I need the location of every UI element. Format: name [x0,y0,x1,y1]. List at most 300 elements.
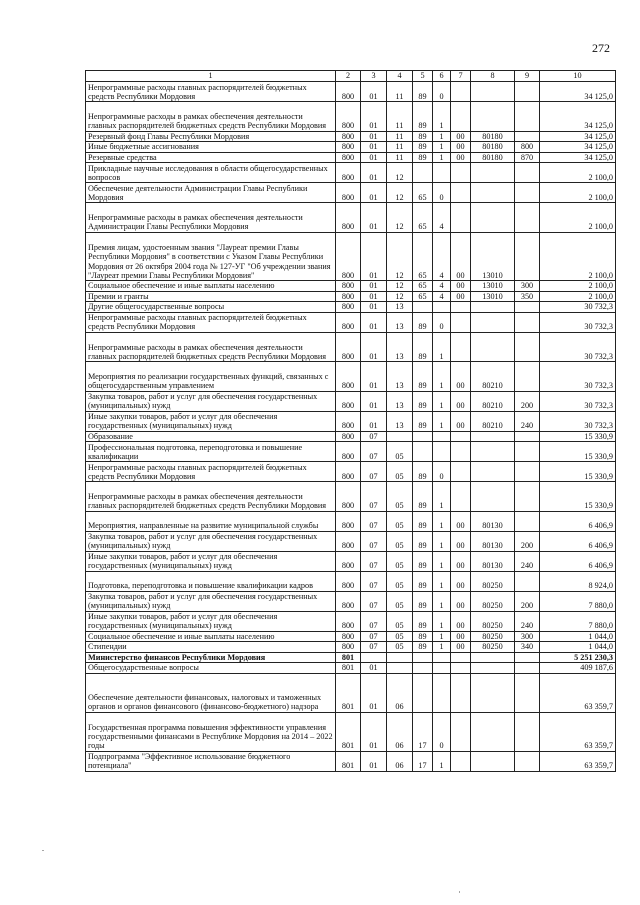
row-code-cell: 05 [387,591,413,611]
row-code-cell [451,203,471,233]
row-code-cell: 1 [433,571,451,591]
header-cell: 8 [471,71,515,82]
row-code-cell: 00 [451,551,471,571]
row-code-cell: 01 [361,312,387,332]
row-code-cell: 800 [336,183,361,203]
table-header-row [86,71,616,82]
row-name-cell: Резервные средства [86,152,336,163]
row-code-cell: 01 [361,291,387,302]
row-amount-cell: 2 100,0 [540,203,616,233]
row-code-cell: 05 [387,482,413,512]
row-code-cell [433,431,451,442]
table-row [86,663,616,674]
row-code-cell: 800 [336,281,361,292]
row-code-cell: 11 [387,152,413,163]
row-code-cell: 01 [361,332,387,362]
table-row [86,391,616,411]
row-code-cell: 80250 [471,642,515,653]
row-name-cell: Премии и гранты [86,291,336,302]
row-code-cell [433,302,451,313]
row-code-cell: 05 [387,611,413,631]
row-code-cell: 00 [451,131,471,142]
row-code-cell: 01 [361,391,387,411]
row-code-cell: 800 [336,362,361,392]
header-cell: 3 [361,71,387,82]
row-code-cell: 800 [336,82,361,102]
row-code-cell: 1 [433,751,451,771]
row-code-cell: 300 [515,631,540,642]
row-code-cell: 05 [387,642,413,653]
row-name-cell: Иные закупки товаров, работ и услуг для обеспечения государственных (муниципальных) нужд [86,611,336,631]
row-code-cell: 800 [336,142,361,153]
row-code-cell: 00 [451,152,471,163]
row-code-cell: 80180 [471,142,515,153]
row-code-cell [515,163,540,183]
row-code-cell: 01 [361,751,387,771]
row-code-cell: 13 [387,312,413,332]
row-code-cell: 89 [413,102,433,132]
row-code-cell: 1 [433,511,451,531]
row-code-cell: 00 [451,631,471,642]
row-code-cell: 0 [433,183,451,203]
row-name-cell: Непрограммные расходы главных распорядителей бюджетных средств Республики Мордовия [86,82,336,102]
row-code-cell: 1 [433,131,451,142]
row-code-cell [451,673,471,712]
row-name-cell: Закупка товаров, работ и услуг для обеспечения государственных (муниципальных) нужд [86,531,336,551]
row-code-cell: 00 [451,411,471,431]
row-code-cell [361,652,387,663]
row-code-cell [471,332,515,362]
row-code-cell: 00 [451,531,471,551]
row-code-cell: 800 [336,332,361,362]
row-code-cell [387,431,413,442]
row-code-cell [413,302,433,313]
row-code-cell: 200 [515,591,540,611]
row-name-cell: Непрограммные расходы в рамках обеспечения деятельности главных распорядителей бюджетных средств Республики Мордовия [86,332,336,362]
row-name-cell: Резервный фонд Главы Республики Мордовия [86,131,336,142]
row-code-cell [515,302,540,313]
row-code-cell: 05 [387,462,413,482]
row-code-cell: 01 [361,362,387,392]
row-amount-cell: 1 044,0 [540,631,616,642]
row-code-cell [451,312,471,332]
row-code-cell: 01 [361,131,387,142]
row-name-cell: Стипендии [86,642,336,653]
row-code-cell: 80250 [471,611,515,631]
table-row [86,362,616,392]
row-code-cell [471,431,515,442]
row-code-cell: 17 [413,712,433,751]
table-row [86,511,616,531]
row-code-cell: 05 [387,551,413,571]
row-code-cell [515,82,540,102]
row-amount-cell: 1 044,0 [540,642,616,653]
row-code-cell: 80180 [471,152,515,163]
row-code-cell: 07 [361,571,387,591]
row-code-cell: 80210 [471,362,515,392]
row-code-cell: 89 [413,332,433,362]
header-cell: 2 [336,71,361,82]
row-code-cell: 80130 [471,551,515,571]
table-body [86,82,616,772]
row-code-cell [451,652,471,663]
row-amount-cell: 34 125,0 [540,102,616,132]
row-code-cell: 89 [413,642,433,653]
table-row [86,673,616,712]
row-code-cell: 240 [515,611,540,631]
row-code-cell: 80180 [471,131,515,142]
header-cell: 6 [433,71,451,82]
table-row [86,652,616,663]
row-code-cell [413,431,433,442]
row-code-cell [471,482,515,512]
row-code-cell: 80130 [471,531,515,551]
row-code-cell: 00 [451,142,471,153]
row-code-cell [515,442,540,462]
row-code-cell: 07 [361,642,387,653]
row-code-cell: 00 [451,232,471,281]
row-name-cell: Государственная программа повышения эффективности управления государственными финансами в Республике Мордовия на 2014 – 2022 годы [86,712,336,751]
row-code-cell: 80250 [471,631,515,642]
row-amount-cell: 30 732,3 [540,332,616,362]
row-code-cell [471,82,515,102]
row-code-cell: 800 [336,302,361,313]
row-amount-cell: 15 330,9 [540,462,616,482]
row-amount-cell: 7 880,0 [540,591,616,611]
row-code-cell: 89 [413,462,433,482]
row-code-cell [471,673,515,712]
table-row [86,431,616,442]
row-code-cell: 65 [413,281,433,292]
row-code-cell: 89 [413,571,433,591]
table-row [86,751,616,771]
row-amount-cell: 30 732,3 [540,362,616,392]
row-code-cell: 89 [413,391,433,411]
table-row [86,302,616,313]
row-code-cell [515,652,540,663]
row-code-cell: 1 [433,482,451,512]
row-code-cell [451,663,471,674]
table-row [86,462,616,482]
row-name-cell: Министерство финансов Республики Мордовия [86,652,336,663]
row-code-cell: 1 [433,152,451,163]
row-code-cell: 0 [433,312,451,332]
row-code-cell [433,673,451,712]
header-cell: 7 [451,71,471,82]
row-code-cell: 12 [387,183,413,203]
row-amount-cell: 34 125,0 [540,142,616,153]
row-code-cell: 800 [336,631,361,642]
row-code-cell: 05 [387,442,413,462]
row-code-cell: 89 [413,411,433,431]
row-code-cell: 240 [515,551,540,571]
row-name-cell: Профессиональная подготовка, переподготовка и повышение квалификации [86,442,336,462]
row-code-cell: 13 [387,362,413,392]
row-code-cell: 01 [361,712,387,751]
row-code-cell [471,663,515,674]
row-code-cell: 4 [433,203,451,233]
row-code-cell: 07 [361,531,387,551]
row-code-cell: 06 [387,751,413,771]
table-row [86,291,616,302]
row-name-cell: Непрограммные расходы в рамках обеспечения деятельности Администрации Главы Республики Мордовия [86,203,336,233]
table-row [86,152,616,163]
row-code-cell [413,442,433,462]
row-code-cell [451,332,471,362]
row-code-cell: 01 [361,102,387,132]
row-code-cell: 00 [451,391,471,411]
table-row [86,631,616,642]
row-code-cell: 12 [387,203,413,233]
table-row [86,611,616,631]
row-code-cell: 800 [336,611,361,631]
row-name-cell: Подпрограмма "Эффективное использование бюджетного потенциала" [86,751,336,771]
row-code-cell: 801 [336,712,361,751]
row-code-cell: 11 [387,142,413,153]
row-code-cell: 800 [336,511,361,531]
row-code-cell: 00 [451,291,471,302]
table-row [86,571,616,591]
row-code-cell: 200 [515,391,540,411]
row-amount-cell: 63 359,7 [540,673,616,712]
row-amount-cell: 63 359,7 [540,712,616,751]
row-code-cell [515,332,540,362]
row-code-cell: 00 [451,571,471,591]
row-code-cell: 07 [361,631,387,642]
row-amount-cell: 15 330,9 [540,431,616,442]
row-code-cell: 89 [413,511,433,531]
table-row [86,131,616,142]
header-cell: 5 [413,71,433,82]
table-row [86,232,616,281]
row-code-cell: 4 [433,281,451,292]
row-code-cell: 05 [387,631,413,642]
row-code-cell: 800 [336,411,361,431]
row-code-cell [433,663,451,674]
row-code-cell: 00 [451,281,471,292]
table-row [86,411,616,431]
row-code-cell: 200 [515,531,540,551]
row-code-cell: 340 [515,642,540,653]
row-amount-cell: 15 330,9 [540,442,616,462]
row-code-cell: 89 [413,152,433,163]
row-code-cell: 07 [361,482,387,512]
row-code-cell: 89 [413,611,433,631]
row-amount-cell: 409 187,6 [540,663,616,674]
row-code-cell: 89 [413,591,433,611]
row-name-cell: Закупка товаров, работ и услуг для обеспечения государственных (муниципальных) нужд [86,591,336,611]
row-code-cell [515,482,540,512]
row-code-cell: 05 [387,531,413,551]
row-code-cell [515,462,540,482]
row-code-cell: 800 [336,431,361,442]
row-code-cell: 4 [433,291,451,302]
row-name-cell: Прикладные научные исследования в области общегосударственных вопросов [86,163,336,183]
table-row [86,591,616,611]
row-code-cell [515,571,540,591]
row-name-cell: Другие общегосударственные вопросы [86,302,336,313]
row-code-cell: 800 [336,152,361,163]
budget-table [85,70,616,772]
row-code-cell: 800 [336,203,361,233]
table-row [86,332,616,362]
row-code-cell: 13 [387,391,413,411]
table-row [86,551,616,571]
row-code-cell: 1 [433,142,451,153]
row-code-cell: 11 [387,102,413,132]
row-code-cell: 65 [413,203,433,233]
row-amount-cell: 6 406,9 [540,531,616,551]
row-code-cell: 89 [413,531,433,551]
row-name-cell: Непрограммные расходы главных распорядителей бюджетных средств Республики Мордовия [86,312,336,332]
row-code-cell: 07 [361,591,387,611]
row-code-cell: 05 [387,571,413,591]
row-code-cell: 800 [336,232,361,281]
row-code-cell: 17 [413,751,433,771]
row-amount-cell: 30 732,3 [540,302,616,313]
row-code-cell: 800 [336,131,361,142]
table-row [86,163,616,183]
row-code-cell: 80130 [471,511,515,531]
row-code-cell: 800 [336,442,361,462]
table-row [86,82,616,102]
row-code-cell: 07 [361,551,387,571]
row-code-cell: 80250 [471,571,515,591]
row-code-cell [471,652,515,663]
row-amount-cell: 6 406,9 [540,551,616,571]
row-code-cell: 89 [413,312,433,332]
page-number: 272 [592,41,610,55]
row-code-cell [413,663,433,674]
row-code-cell: 1 [433,362,451,392]
row-code-cell [515,511,540,531]
header-cell: 10 [540,71,616,82]
row-code-cell: 1 [433,611,451,631]
row-code-cell: 800 [336,102,361,132]
row-name-cell: Мероприятия по реализации государственных функций, связанных с общегосударственным управлением [86,362,336,392]
row-code-cell: 07 [361,462,387,482]
row-code-cell: 89 [413,131,433,142]
row-code-cell: 01 [361,142,387,153]
row-name-cell: Образование [86,431,336,442]
row-name-cell: Обеспечение деятельности Администрации Главы Республики Мордовия [86,183,336,203]
row-name-cell: Непрограммные расходы главных распорядителей бюджетных средств Республики Мордовия [86,462,336,482]
row-code-cell: 0 [433,82,451,102]
row-code-cell: 80210 [471,411,515,431]
row-name-cell: Мероприятия, направленные на развитие муниципальной службы [86,511,336,531]
row-code-cell [471,462,515,482]
row-code-cell [451,82,471,102]
row-code-cell: 65 [413,291,433,302]
row-code-cell: 89 [413,631,433,642]
row-code-cell [433,652,451,663]
row-code-cell: 07 [361,431,387,442]
row-name-cell: Непрограммные расходы в рамках обеспечения деятельности главных распорядителей бюджетных средств Республики Мордовия [86,102,336,132]
row-name-cell: Иные закупки товаров, работ и услуг для обеспечения государственных (муниципальных) нужд [86,551,336,571]
row-code-cell: 1 [433,531,451,551]
row-code-cell: 800 [336,482,361,512]
row-amount-cell: 2 100,0 [540,183,616,203]
row-code-cell [515,673,540,712]
row-code-cell: 0 [433,462,451,482]
row-code-cell: 800 [336,462,361,482]
row-name-cell: Непрограммные расходы в рамках обеспечения деятельности главных распорядителей бюджетных средств Республики Мордовия [86,482,336,512]
row-code-cell [471,203,515,233]
row-code-cell: 00 [451,611,471,631]
row-code-cell [471,302,515,313]
row-code-cell: 1 [433,102,451,132]
table-row [86,442,616,462]
row-code-cell [433,163,451,183]
row-code-cell [515,203,540,233]
row-code-cell: 0 [433,712,451,751]
row-code-cell: 06 [387,712,413,751]
row-code-cell: 01 [361,203,387,233]
row-code-cell: 01 [361,183,387,203]
row-code-cell: 800 [336,591,361,611]
row-code-cell: 350 [515,291,540,302]
row-code-cell: 01 [361,673,387,712]
row-code-cell [471,442,515,462]
row-code-cell: 65 [413,232,433,281]
row-code-cell: 12 [387,291,413,302]
row-code-cell: 1 [433,551,451,571]
row-name-cell: Подготовка, переподготовка и повышение квалификации кадров [86,571,336,591]
row-amount-cell: 7 880,0 [540,611,616,631]
row-code-cell [413,163,433,183]
row-amount-cell: 30 732,3 [540,411,616,431]
table-row [86,482,616,512]
row-code-cell [451,482,471,512]
row-code-cell: 07 [361,511,387,531]
row-amount-cell: 34 125,0 [540,131,616,142]
row-code-cell [451,712,471,751]
row-code-cell [451,183,471,203]
row-code-cell: 801 [336,751,361,771]
row-code-cell [471,163,515,183]
row-code-cell: 00 [451,642,471,653]
row-name-cell: Общегосударственные вопросы [86,663,336,674]
row-code-cell: 300 [515,281,540,292]
row-code-cell: 1 [433,332,451,362]
row-code-cell [451,462,471,482]
row-code-cell: 13010 [471,281,515,292]
row-code-cell [515,663,540,674]
row-code-cell: 01 [361,82,387,102]
row-code-cell [515,232,540,281]
row-name-cell: Социальное обеспечение и иные выплаты населению [86,631,336,642]
row-code-cell: 01 [361,152,387,163]
header-cell: 9 [515,71,540,82]
row-code-cell: 800 [336,391,361,411]
row-code-cell: 240 [515,411,540,431]
row-code-cell: 1 [433,591,451,611]
row-code-cell: 01 [361,232,387,281]
row-amount-cell: 2 100,0 [540,232,616,281]
row-code-cell [515,102,540,132]
row-code-cell: 800 [336,642,361,653]
row-code-cell: 1 [433,642,451,653]
row-code-cell: 11 [387,131,413,142]
row-amount-cell: 2 100,0 [540,163,616,183]
row-code-cell: 07 [361,442,387,462]
row-code-cell: 01 [361,302,387,313]
row-code-cell: 12 [387,163,413,183]
row-code-cell [471,183,515,203]
row-code-cell [515,362,540,392]
row-code-cell [387,652,413,663]
row-amount-cell: 15 330,9 [540,482,616,512]
